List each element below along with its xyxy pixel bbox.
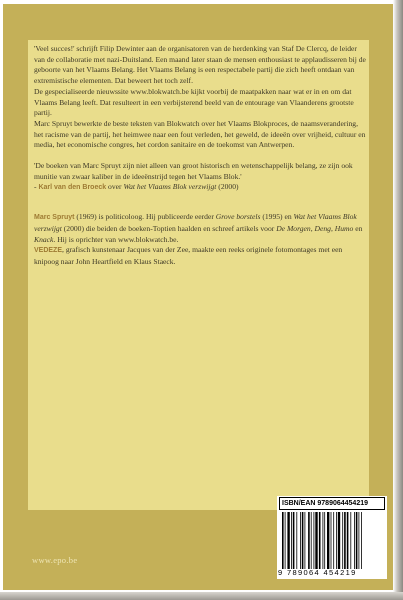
- author-name: Marc Spruyt: [34, 214, 75, 222]
- media-humo: Humo: [334, 223, 354, 233]
- quote-text: 'De boeken van Marc Spruyt zijn niet alleen van groot historisch en wetenschappelijk belang, ze zijn ook munitie van zwaar kaliber in de ideeënstrijd tegen het Vlaams Blok.': [34, 161, 353, 181]
- quote-dash: -: [34, 182, 39, 192]
- blurb-paragraph-1: 'Veel succes!' schrijft Filip Dewinter aan de organisatoren van de herdenking van Staf De Clercq, de leider van de collaboratie met nazi-Duitsland. Een maand later staan de mensen enthousiast te applaudisseren bij de geboorte van het Vlaams Belang. Het Vlaams Belang is een respectabele partij die zich heeft ontdaan van extremistische elementen. Dat beweert het toch zelf.: [34, 44, 366, 86]
- page-bottom-shadow: [0, 592, 403, 600]
- media-deng: Deng: [314, 223, 331, 233]
- isbn-label: ISBN/EAN 9789064454219: [279, 497, 385, 510]
- review-quote: [34, 161, 368, 194]
- quote-book-title: Wat het Vlaams Blok verzwijgt: [123, 182, 217, 192]
- illustrator-name: VEDEZE: [34, 247, 63, 255]
- barcode-icon: [280, 512, 384, 569]
- author-bio: Marc Spruyt (1969) is politicoloog. Hij publiceerde eerder Grove borstels (1995) en Wat het Vlaams Blok verzwijgt (2000) die beiden de boeken-Toptien haalden en schreef artikels voor De Morgen, Deng, Humo en Knack. Hij is oprichter van www.blokwatch.be.: [34, 212, 363, 244]
- blurb-paragraph-2: De gespecialiseerde nieuwssite www.blokwatch.be kijkt voorbij de maatpakken naar wat er in en om dat Vlaams Belang leeft. Dat resulteert in een verbijsterend beeld van de entourage van Vlaanderens grootste partij.: [34, 86, 354, 118]
- quote-over: over: [106, 182, 124, 192]
- blurb-paragraph-3: Marc Spruyt bewerkte de beste teksten van Blokwatch over het Vlaams Blokproces, de naamsverandering, het racisme van de partij, het heimwee naar een fout verleden, het geweld, de ideeën over vrijheid, cultuur en media, het economische congres, het cordon sanitaire en de toekomst van Antwerpen.: [34, 118, 366, 150]
- media-de-morgen: De Morgen: [276, 223, 311, 233]
- quote-author: Karl van den Broeck: [38, 184, 107, 192]
- back-cover-text: [34, 44, 368, 268]
- publisher-url: www.epo.be: [32, 555, 78, 565]
- illustrator-bio: VEDEZE, grafisch kunstenaar Jacques van der Zee, maakte een reeks originele fotomontages met een knipoog naar John Heartfield en Klaus Staeck.: [34, 245, 343, 266]
- barcode-digits: 9 789064 454219: [278, 568, 357, 577]
- book-wat-het-vlaams-blok-verzwijgt: Wat het Vlaams Blok verzwijgt: [34, 212, 357, 233]
- page-edge-shadow: [393, 0, 403, 600]
- book-grove-borstels: Grove borstels: [215, 212, 261, 222]
- barcode-block: [277, 496, 387, 579]
- media-knack: Knack: [34, 234, 54, 244]
- quote-year: (2000): [216, 182, 239, 192]
